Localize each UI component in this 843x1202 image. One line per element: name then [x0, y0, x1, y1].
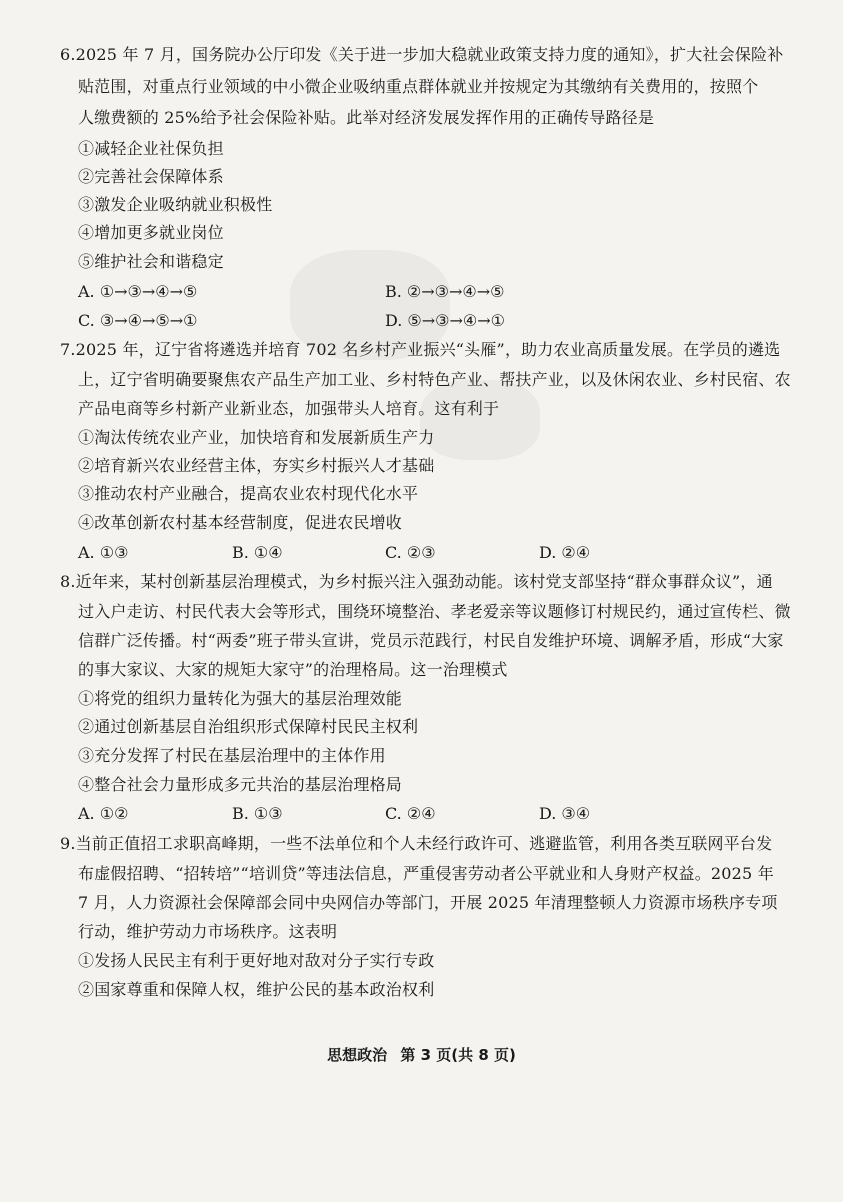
q7-option-d: D. ②④	[539, 543, 591, 562]
q6-option-c: C. ③→④→⑤→①	[78, 311, 198, 330]
q6-stem-line: 贴范围，对重点行业领域的中小微企业吸纳重点群体就业并按规定为其缴纳有关费用的，按照个	[78, 77, 759, 96]
q7-option-a: A. ①③	[78, 543, 129, 562]
q6-stem-line: 6.2025 年 7 月，国务院办公厅印发《关于进一步加大稳就业政策支持力度的通知》，扩大社会保险补	[60, 45, 784, 64]
q6-option-a: A. ①→③→④→⑤	[78, 282, 198, 301]
q6-item: ④增加更多就业岗位	[78, 223, 224, 242]
q8-option-c: C. ②④	[385, 804, 436, 823]
q9-stem-line: 行动，维护劳动力市场秩序。这表明	[78, 922, 338, 941]
q8-option-a: A. ①②	[78, 804, 129, 823]
q8-stem-line: 信群广泛传播。村“两委”班子带头宣讲，党员示范践行，村民自发维护环境、调解矛盾，形成“大家	[78, 631, 784, 650]
q8-option-d: D. ③④	[539, 804, 591, 823]
q9-stem-line: 布虚假招聘、“招转培”“培训贷”等违法信息，严重侵害劳动者公平就业和人身财产权益。2025 年	[78, 864, 774, 883]
q6-stem-line: 人缴费额的 25%给予社会保险补贴。此举对经济发展发挥作用的正确传导路径是	[78, 108, 655, 127]
q9-item: ①发扬人民民主有利于更好地对敌对分子实行专政	[78, 951, 435, 970]
bleed-through-mark	[420, 380, 540, 460]
q6-option-b: B. ②→③→④→⑤	[385, 282, 505, 301]
q6-item: ⑤维护社会和谐稳定	[78, 252, 224, 271]
page-footer	[0, 1044, 843, 1065]
q6-item: ③激发企业吸纳就业积极性	[78, 195, 273, 214]
q8-option-b: B. ①③	[232, 804, 283, 823]
q6-item: ①减轻企业社保负担	[78, 139, 224, 158]
q7-option-c: C. ②③	[385, 543, 436, 562]
footer-subject: 思想政治	[327, 1046, 388, 1064]
q7-stem-line: 7.2025 年，辽宁省将遴选并培育 702 名乡村产业振兴“头雁”，助力农业高质量发展。在学员的遴选	[60, 340, 781, 359]
q7-option-b: B. ①④	[232, 543, 283, 562]
q8-stem-line: 的事大家议、大家的规矩大家守”的治理格局。这一治理模式	[78, 660, 508, 679]
q7-stem-line: 上，辽宁省明确要聚焦农产品生产加工业、乡村特色产业、帮扶产业，以及休闲农业、乡村民宿、农	[78, 370, 791, 389]
q8-item: ①将党的组织力量转化为强大的基层治理效能	[78, 689, 403, 708]
q7-item: ③推动农村产业融合，提高农业农村现代化水平	[78, 484, 419, 503]
q6-item: ②完善社会保障体系	[78, 167, 224, 186]
q7-stem-line: 产品电商等乡村新产业新业态，加强带头人培育。这有利于	[78, 399, 500, 418]
q8-item: ②通过创新基层自治组织形式保障村民民主权利	[78, 717, 419, 736]
q9-stem-line: 9.当前正值招工求职高峰期，一些不法单位和个人未经行政许可、逃避监管，利用各类互联网平台发	[60, 834, 773, 853]
q8-item: ④整合社会力量形成多元共治的基层治理格局	[78, 775, 403, 794]
q8-item: ③充分发挥了村民在基层治理中的主体作用	[78, 746, 386, 765]
q9-stem-line: 7 月，人力资源社会保障部会同中央网信办等部门，开展 2025 年清理整顿人力资源市场秩序专项	[78, 893, 778, 912]
footer-page-number: 第 3 页(共 8 页)	[400, 1046, 516, 1064]
q7-item: ①淘汰传统农业产业，加快培育和发展新质生产力	[78, 428, 435, 447]
q8-stem-line: 8.近年来，某村创新基层治理模式，为乡村振兴注入强劲动能。该村党支部坚持“群众事群众议”，通	[60, 572, 773, 591]
q7-item: ④改革创新农村基本经营制度，促进农民增收	[78, 513, 403, 532]
q9-item: ②国家尊重和保障人权，维护公民的基本政治权利	[78, 980, 435, 999]
q6-option-d: D. ⑤→③→④→①	[385, 311, 506, 330]
q7-item: ②培育新兴农业经营主体，夯实乡村振兴人才基础	[78, 456, 435, 475]
q8-stem-line: 过入户走访、村民代表大会等形式，围绕环境整治、孝老爱亲等议题修订村规民约，通过宣传栏、微	[78, 602, 791, 621]
